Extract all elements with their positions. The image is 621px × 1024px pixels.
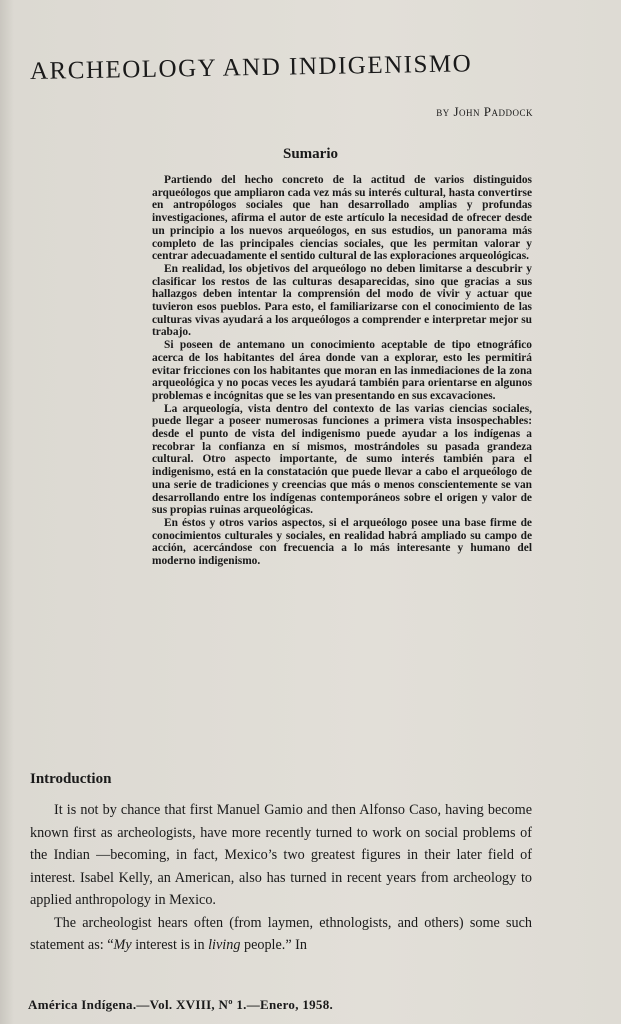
sumario-paragraph: En realidad, los objetivos del arqueólogo no deben limitarse a descubrir y clasificar los restos de las culturas desaparecidas, sino que gracias a sus hallazgos deben intentar la comprensión del modo de vivir y actuar que tuvieron esos pueblos. Para esto, el familiarizarse con el conocimiento de las culturas vivas ayudará a los arqueólogos a comprender e interpretar mejor su trabajo.: [152, 262, 532, 339]
emphasis-text: living: [208, 937, 241, 953]
introduction-heading: Introduction: [30, 771, 112, 787]
sumario-paragraph: Si poseen de antemano un conocimiento aceptable de tipo etnográfico acerca de los habitantes del área donde van a explorar, esto les permitirá evitar fricciones con los habitantes que moran en las inmediaciones de la zona arqueológica y no pocas veces les ayudará también para orientarse en algunos problemas e incógnitas que se les van presentando en sus excavaciones.: [152, 339, 532, 402]
sumario-heading: Sumario: [282, 146, 338, 162]
introduction-text: [30, 799, 532, 957]
paragraph-text: people.” In: [240, 937, 307, 953]
article-title: ARCHEOLOGY AND INDIGENISMO: [29, 50, 473, 85]
introduction-paragraph: It is not by chance that first Manuel Gamio and then Alfonso Caso, having become known first as archeologists, have more recently turned to work on social problems of the Indian —becoming, in fact, Mexico’s two greatest figures in their later field of interest. Isabel Kelly, an American, also has turned in recent years from archeology to applied anthropology in Mexico.: [30, 802, 532, 908]
sumario-paragraph: En éstos y otros varios aspectos, si el arqueólogo posee una base firme de conocimientos culturales y sociales, en realidad habrá ampliado su campo de acción, acercándose con frecuencia a lo más interesante y humano del moderno indigenismo.: [152, 516, 532, 568]
journal-footer: América Indígena.—Vol. XVIII, Nº 1.—Enero, 1958.: [28, 997, 334, 1012]
introduction-paragraph: [30, 912, 532, 957]
sumario-paragraph: Partiendo del hecho concreto de la actitud de varios distinguidos arqueólogos que ampliaron cada vez más su interés cultural, hasta convertirse en antropólogos sociales que han desarrollado amplias y profundas investigaciones, afirma el autor de este artículo la necesidad de ofrecer desde un principio a los nuevos arqueólogos, en sus estudios, un panorama más completo de las principales ciencias sociales, que les permitan valorar y centrar adecuadamente el sentido cultural de las exploraciones arqueológicas.: [152, 174, 532, 263]
sumario-paragraph: La arqueología, vista dentro del contexto de las varias ciencias sociales, puede llegar a poseer numerosas funciones a primera vista insospechables: desde el punto de vista del indigenismo puede ayudar a los indígenas a recobrar la confianza en sí mismos, mostrándoles su pasada grandeza cultural. Otro aspecto importante, de sumo interés también para el indigenismo, está en la constatación que puede llevar a cabo el arqueólogo de una serie de tradiciones y creencias que más o menos conscientemente se van desarrollando entre los indígenas contemporáneos sobre el origen y valor de sus propias ruinas arqueológicas.: [152, 402, 532, 517]
sumario-text: [152, 174, 532, 568]
emphasis-text: My: [113, 937, 132, 953]
article-byline: by John Paddock: [436, 104, 533, 119]
paragraph-text: interest is in: [131, 937, 209, 953]
paragraph-text: The archeologist hears often (from laymen, ethnologists, and others) some such statement as: “: [30, 914, 532, 953]
